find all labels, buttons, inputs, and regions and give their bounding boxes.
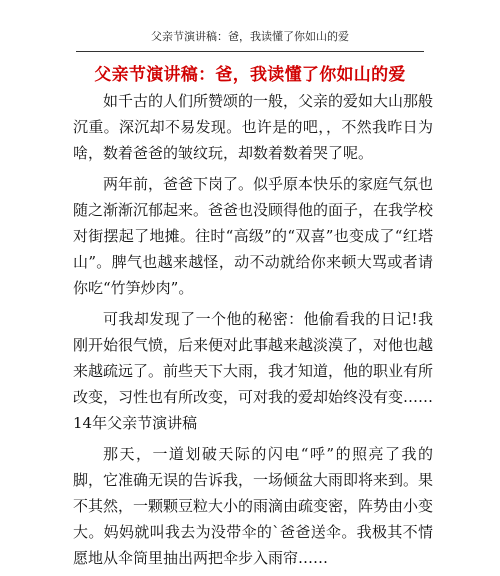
page-header: 父亲节演讲稿：爸，我读懂了你如山的爱 xyxy=(151,30,349,43)
document-title: 父亲节演讲稿：爸，我读懂了你如山的爱 xyxy=(94,65,406,85)
paragraph: 那天，一道划破天际的闪电“呼”的照亮了我的脚，它准确无误的告诉我，一场倾盆大雨即将来到。果不其然，一颗颗豆粒大小的雨滴由疏变密，阵势由小变大。妈妈就叫我去为没带伞的`爸爸送伞。我极其不情愿地从伞筒里抽出两把伞步入雨帘…… xyxy=(73,444,434,568)
header-divider xyxy=(76,51,424,52)
paragraph: 可我却发现了一个他的秘密：他偷看我的日记!我刚开始很气愤，后来便对此事越来越淡漠了，对他也越来越疏远了。前些天下大雨，我才知道，他的职业有所改变，习性也有所改变，可对我的爱却始终没有变……14年父亲节演讲稿 xyxy=(73,309,434,433)
paragraph: 两年前，爸爸下岗了。似乎原本快乐的家庭气氛也随之渐渐沉郁起来。爸爸也没顾得他的面子，在我学校对街摆起了地摊。往时“高级”的“双喜”也变成了“红塔山”。脾气也越来越怪，动不动就给你来顿大骂或者请你吃“竹笋炒肉”。 xyxy=(73,174,434,298)
paragraph: 如千古的人们所赞颂的一般，父亲的爱如大山那般沉重。深沉却不易发现。也许是的吧，，不然我昨日为啥，数着爸爸的皱纹玩，却数着数着哭了呢。 xyxy=(73,92,434,163)
document-body xyxy=(73,88,433,576)
